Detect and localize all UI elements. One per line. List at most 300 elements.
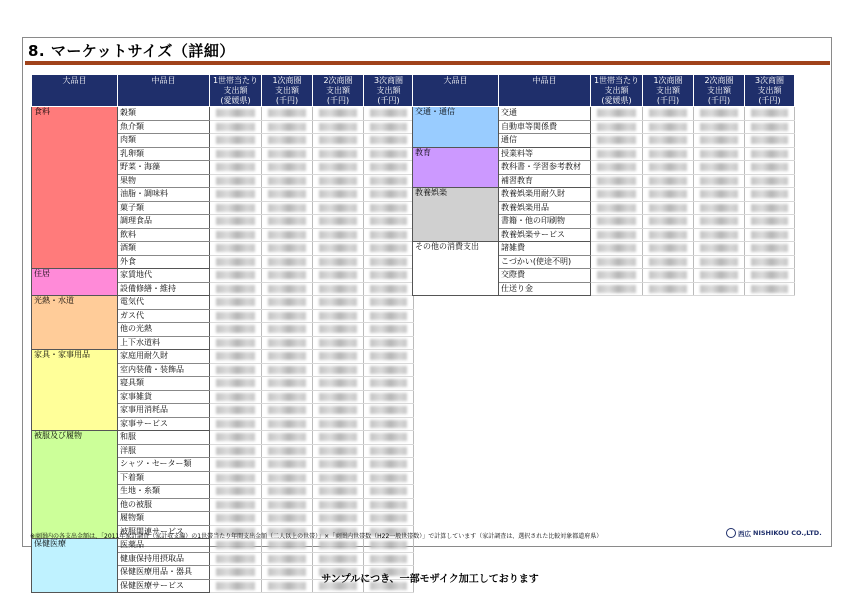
minor-category-cell: 酒類 [118,242,210,256]
mosaic-value-cell [210,350,262,364]
mosaic-blur [319,460,357,468]
mosaic-blur [370,163,407,171]
mosaic-blur [597,231,636,239]
mosaic-blur [370,177,407,185]
mosaic-value-cell [364,390,414,404]
mosaic-blur [268,258,306,266]
mosaic-blur [216,204,255,212]
mosaic-blur [597,244,636,252]
mosaic-value-cell [364,444,414,458]
minor-category-cell: 下着類 [118,471,210,485]
mosaic-value-cell [262,120,313,134]
mosaic-blur [216,312,255,320]
mosaic-value-cell [313,255,364,269]
market-size-table-right [412,74,795,296]
major-category-cell: 家具・家事用品 [32,350,118,431]
mosaic-value-cell [262,498,313,512]
mosaic-blur [370,231,407,239]
minor-category-cell: 他の光熱 [118,323,210,337]
table-row [32,539,414,553]
mosaic-value-cell [643,120,694,134]
mosaic-value-cell [364,282,414,296]
mosaic-blur [751,258,788,266]
mosaic-blur [216,379,255,387]
mosaic-blur [319,136,357,144]
mosaic-blur [216,258,255,266]
mosaic-value-cell [210,323,262,337]
mosaic-blur [268,190,306,198]
mosaic-blur [216,501,255,509]
mosaic-blur [216,231,255,239]
major-category-cell: 保健医療 [32,539,118,593]
major-category-cell: 被服及び履物 [32,431,118,539]
mosaic-value-cell [262,255,313,269]
mosaic-blur [370,298,407,306]
mosaic-blur [216,298,255,306]
mosaic-value-cell [210,255,262,269]
mosaic-value-cell [313,458,364,472]
header-primary: 1次商圏 支出額 (千円) [643,75,694,107]
mosaic-value-cell [364,431,414,445]
mosaic-blur [216,514,255,522]
minor-category-cell: 上下水道料 [118,336,210,350]
mosaic-blur [268,204,306,212]
mosaic-blur [319,190,357,198]
mosaic-value-cell [643,242,694,256]
mosaic-value-cell [694,161,745,175]
mosaic-value-cell [364,269,414,283]
mosaic-blur [370,541,407,549]
mosaic-blur [597,177,636,185]
header-secondary: 2次商圏 支出額 (千円) [313,75,364,107]
mosaic-blur [268,514,306,522]
mosaic-blur [268,231,306,239]
mosaic-blur [649,177,687,185]
mosaic-value-cell [643,255,694,269]
mosaic-value-cell [210,215,262,229]
mosaic-blur [268,339,306,347]
minor-category-cell: 保健医療用品・器具 [118,566,210,580]
mosaic-blur [319,501,357,509]
title-divider [25,61,830,65]
mosaic-value-cell [313,404,364,418]
market-size-table-left [31,74,414,593]
mosaic-value-cell [745,174,795,188]
mosaic-value-cell [262,134,313,148]
mosaic-blur [370,150,407,158]
mosaic-blur [649,244,687,252]
header-primary: 1次商圏 支出額 (千円) [262,75,313,107]
mosaic-value-cell [313,134,364,148]
mosaic-value-cell [262,323,313,337]
mosaic-value-cell [210,512,262,526]
mosaic-value-cell [262,404,313,418]
mosaic-value-cell [364,188,414,202]
mosaic-blur [319,474,357,482]
mosaic-blur [319,298,357,306]
mosaic-blur [216,190,255,198]
mosaic-value-cell [262,269,313,283]
mosaic-value-cell [210,336,262,350]
mosaic-value-cell [364,498,414,512]
mosaic-blur [268,109,306,117]
minor-category-cell: 穀類 [118,107,210,121]
mosaic-value-cell [313,201,364,215]
mosaic-value-cell [262,485,313,499]
minor-category-cell: 書籍・他の印刷物 [499,215,591,229]
mosaic-blur [370,474,407,482]
header-per-household: 1世帯当たり 支出額 (愛媛県) [591,75,643,107]
mosaic-blur [268,325,306,333]
major-category-cell: 交通・通信 [413,107,499,148]
mosaic-blur [700,231,738,239]
mosaic-value-cell [313,296,364,310]
minor-category-cell: 洋服 [118,444,210,458]
table-row [32,269,414,283]
mosaic-value-cell [210,471,262,485]
mosaic-blur [370,406,407,414]
mosaic-blur [700,204,738,212]
header-tertiary: 3次商圏 支出額 (千円) [745,75,795,107]
mosaic-value-cell [313,471,364,485]
table-row [413,242,795,256]
mosaic-value-cell [364,174,414,188]
mosaic-value-cell [262,512,313,526]
mosaic-blur [268,177,306,185]
mosaic-blur [751,163,788,171]
mosaic-value-cell [745,228,795,242]
table-header-row [32,75,414,107]
table-row [32,431,414,445]
minor-category-cell: 補習教育 [499,174,591,188]
mosaic-blur [268,555,306,563]
mosaic-blur [751,244,788,252]
mosaic-blur [700,136,738,144]
mosaic-blur [700,258,738,266]
mosaic-value-cell [210,134,262,148]
mosaic-value-cell [313,336,364,350]
mosaic-blur [319,258,357,266]
logo-text: NISHIKOU CO.,LTD. [753,529,822,537]
mosaic-blur [319,217,357,225]
mosaic-blur [597,271,636,279]
mosaic-value-cell [210,498,262,512]
mosaic-blur [597,123,636,131]
mosaic-value-cell [364,336,414,350]
mosaic-blur [370,271,407,279]
mosaic-value-cell [210,188,262,202]
mosaic-value-cell [210,363,262,377]
mosaic-blur [268,312,306,320]
mosaic-value-cell [694,107,745,121]
major-category-cell: 光熱・水道 [32,296,118,350]
mosaic-value-cell [364,201,414,215]
mosaic-blur [649,163,687,171]
mosaic-blur [268,420,306,428]
mosaic-value-cell [262,377,313,391]
mosaic-blur [268,163,306,171]
minor-category-cell: 外食 [118,255,210,269]
mosaic-value-cell [313,552,364,566]
mosaic-blur [216,352,255,360]
minor-category-cell: 野菜・海藻 [118,161,210,175]
mosaic-value-cell [364,512,414,526]
minor-category-cell: シャツ・セーター類 [118,458,210,472]
mosaic-blur [319,339,357,347]
mosaic-value-cell [643,174,694,188]
mosaic-value-cell [591,188,643,202]
mosaic-value-cell [210,107,262,121]
mosaic-blur [319,433,357,441]
minor-category-cell: 寝具類 [118,377,210,391]
mosaic-value-cell [313,485,364,499]
mosaic-value-cell [364,323,414,337]
table-row [32,296,414,310]
major-category-cell: その他の消費支出 [413,242,499,296]
mosaic-blur [216,123,255,131]
mosaic-blur [751,123,788,131]
mosaic-value-cell [262,390,313,404]
minor-category-cell: 家事雑貨 [118,390,210,404]
mosaic-blur [597,136,636,144]
minor-category-cell: 家賃地代 [118,269,210,283]
mosaic-value-cell [313,269,364,283]
mosaic-value-cell [210,390,262,404]
mosaic-blur [319,447,357,455]
mosaic-blur [216,244,255,252]
table-row [32,107,414,121]
mosaic-value-cell [694,215,745,229]
mosaic-value-cell [364,228,414,242]
logo-kanji: 西広 [738,529,751,538]
header-major: 大品目 [32,75,118,107]
minor-category-cell: 仕送り金 [499,282,591,296]
mosaic-value-cell [210,417,262,431]
mosaic-value-cell [313,228,364,242]
minor-category-cell: 自動車等関係費 [499,120,591,134]
mosaic-value-cell [210,282,262,296]
mosaic-value-cell [364,296,414,310]
minor-category-cell: 教養娯楽用耐久財 [499,188,591,202]
mosaic-blur [268,352,306,360]
minor-category-cell: 家庭用耐久財 [118,350,210,364]
sample-notice: サンプルにつき、一部モザイク加工しております [321,574,539,585]
mosaic-blur [216,177,255,185]
minor-category-cell: 油脂・調味料 [118,188,210,202]
mosaic-blur [370,285,407,293]
mosaic-blur [597,285,636,293]
mosaic-value-cell [364,147,414,161]
mosaic-value-cell [745,215,795,229]
mosaic-blur [319,123,357,131]
minor-category-cell: 魚介類 [118,120,210,134]
header-secondary: 2次商圏 支出額 (千円) [694,75,745,107]
mosaic-blur [370,325,407,333]
logo-mark-icon [726,528,736,538]
mosaic-value-cell [210,201,262,215]
table-header-row [413,75,795,107]
mosaic-blur [649,190,687,198]
mosaic-blur [319,109,357,117]
mosaic-blur [268,366,306,374]
mosaic-value-cell [364,120,414,134]
mosaic-blur [370,136,407,144]
mosaic-value-cell [210,552,262,566]
mosaic-blur [370,501,407,509]
mosaic-value-cell [210,458,262,472]
mosaic-value-cell [364,350,414,364]
mosaic-blur [597,204,636,212]
mosaic-blur [268,406,306,414]
mosaic-value-cell [313,161,364,175]
mosaic-value-cell [591,201,643,215]
mosaic-value-cell [262,539,313,553]
mosaic-value-cell [262,471,313,485]
mosaic-value-cell [694,242,745,256]
mosaic-value-cell [364,215,414,229]
mosaic-value-cell [210,296,262,310]
mosaic-value-cell [694,188,745,202]
mosaic-value-cell [591,255,643,269]
mosaic-blur [597,163,636,171]
mosaic-value-cell [313,282,364,296]
mosaic-value-cell [745,255,795,269]
mosaic-value-cell [364,161,414,175]
mosaic-value-cell [210,485,262,499]
table-row [32,350,414,364]
mosaic-value-cell [364,552,414,566]
mosaic-blur [268,123,306,131]
mosaic-blur [700,244,738,252]
mosaic-value-cell [313,431,364,445]
mosaic-value-cell [364,255,414,269]
mosaic-value-cell [745,120,795,134]
table-row [413,188,795,202]
major-category-cell: 教育 [413,147,499,188]
mosaic-blur [370,258,407,266]
mosaic-value-cell [262,201,313,215]
mosaic-value-cell [262,350,313,364]
mosaic-blur [216,325,255,333]
mosaic-value-cell [591,147,643,161]
mosaic-value-cell [694,255,745,269]
mosaic-blur [319,285,357,293]
minor-category-cell: 通信 [499,134,591,148]
mosaic-blur [216,474,255,482]
mosaic-blur [751,177,788,185]
mosaic-value-cell [210,431,262,445]
mosaic-value-cell [313,363,364,377]
mosaic-blur [370,514,407,522]
mosaic-blur [370,204,407,212]
mosaic-blur [268,460,306,468]
mosaic-blur [751,190,788,198]
mosaic-value-cell [210,120,262,134]
company-logo [726,528,822,538]
minor-category-cell: 被服関連サービス [118,525,210,539]
header-tertiary: 3次商圏 支出額 (千円) [364,75,414,107]
mosaic-blur [268,285,306,293]
mosaic-blur [319,366,357,374]
mosaic-blur [700,177,738,185]
mosaic-blur [216,433,255,441]
mosaic-blur [216,447,255,455]
mosaic-blur [751,217,788,225]
mosaic-blur [700,271,738,279]
mosaic-value-cell [694,201,745,215]
header-minor: 中品目 [499,75,591,107]
mosaic-blur [319,379,357,387]
mosaic-value-cell [643,201,694,215]
mosaic-value-cell [694,120,745,134]
mosaic-value-cell [262,161,313,175]
mosaic-blur [649,109,687,117]
mosaic-blur [597,217,636,225]
mosaic-value-cell [262,417,313,431]
mosaic-blur [319,312,357,320]
mosaic-value-cell [313,107,364,121]
mosaic-blur [268,136,306,144]
mosaic-value-cell [591,174,643,188]
mosaic-value-cell [364,485,414,499]
mosaic-blur [319,393,357,401]
mosaic-value-cell [591,215,643,229]
major-category-cell: 食料 [32,107,118,269]
mosaic-blur [597,109,636,117]
mosaic-blur [319,177,357,185]
mosaic-blur [216,271,255,279]
mosaic-value-cell [210,147,262,161]
minor-category-cell: 家事用消耗品 [118,404,210,418]
mosaic-blur [268,244,306,252]
mosaic-value-cell [364,377,414,391]
minor-category-cell: 健康保持用摂取品 [118,552,210,566]
mosaic-blur [268,393,306,401]
mosaic-value-cell [591,282,643,296]
mosaic-blur [700,123,738,131]
minor-category-cell: 乳卵類 [118,147,210,161]
minor-category-cell: 調理食品 [118,215,210,229]
mosaic-value-cell [643,147,694,161]
mosaic-value-cell [262,147,313,161]
mosaic-value-cell [262,215,313,229]
mosaic-value-cell [313,242,364,256]
mosaic-blur [268,298,306,306]
mosaic-value-cell [591,269,643,283]
minor-category-cell: 菓子類 [118,201,210,215]
mosaic-blur [268,501,306,509]
mosaic-blur [597,150,636,158]
minor-category-cell: 他の被服 [118,498,210,512]
mosaic-value-cell [694,269,745,283]
mosaic-blur [319,244,357,252]
minor-category-cell: 医薬品 [118,539,210,553]
mosaic-blur [319,352,357,360]
mosaic-blur [216,163,255,171]
table-row [413,107,795,121]
minor-category-cell: 生地・糸類 [118,485,210,499]
mosaic-value-cell [694,282,745,296]
mosaic-blur [319,541,357,549]
mosaic-value-cell [364,107,414,121]
mosaic-blur [751,231,788,239]
mosaic-value-cell [313,147,364,161]
mosaic-value-cell [694,147,745,161]
minor-category-cell: 果物 [118,174,210,188]
mosaic-blur [597,258,636,266]
mosaic-value-cell [313,377,364,391]
mosaic-blur [751,109,788,117]
